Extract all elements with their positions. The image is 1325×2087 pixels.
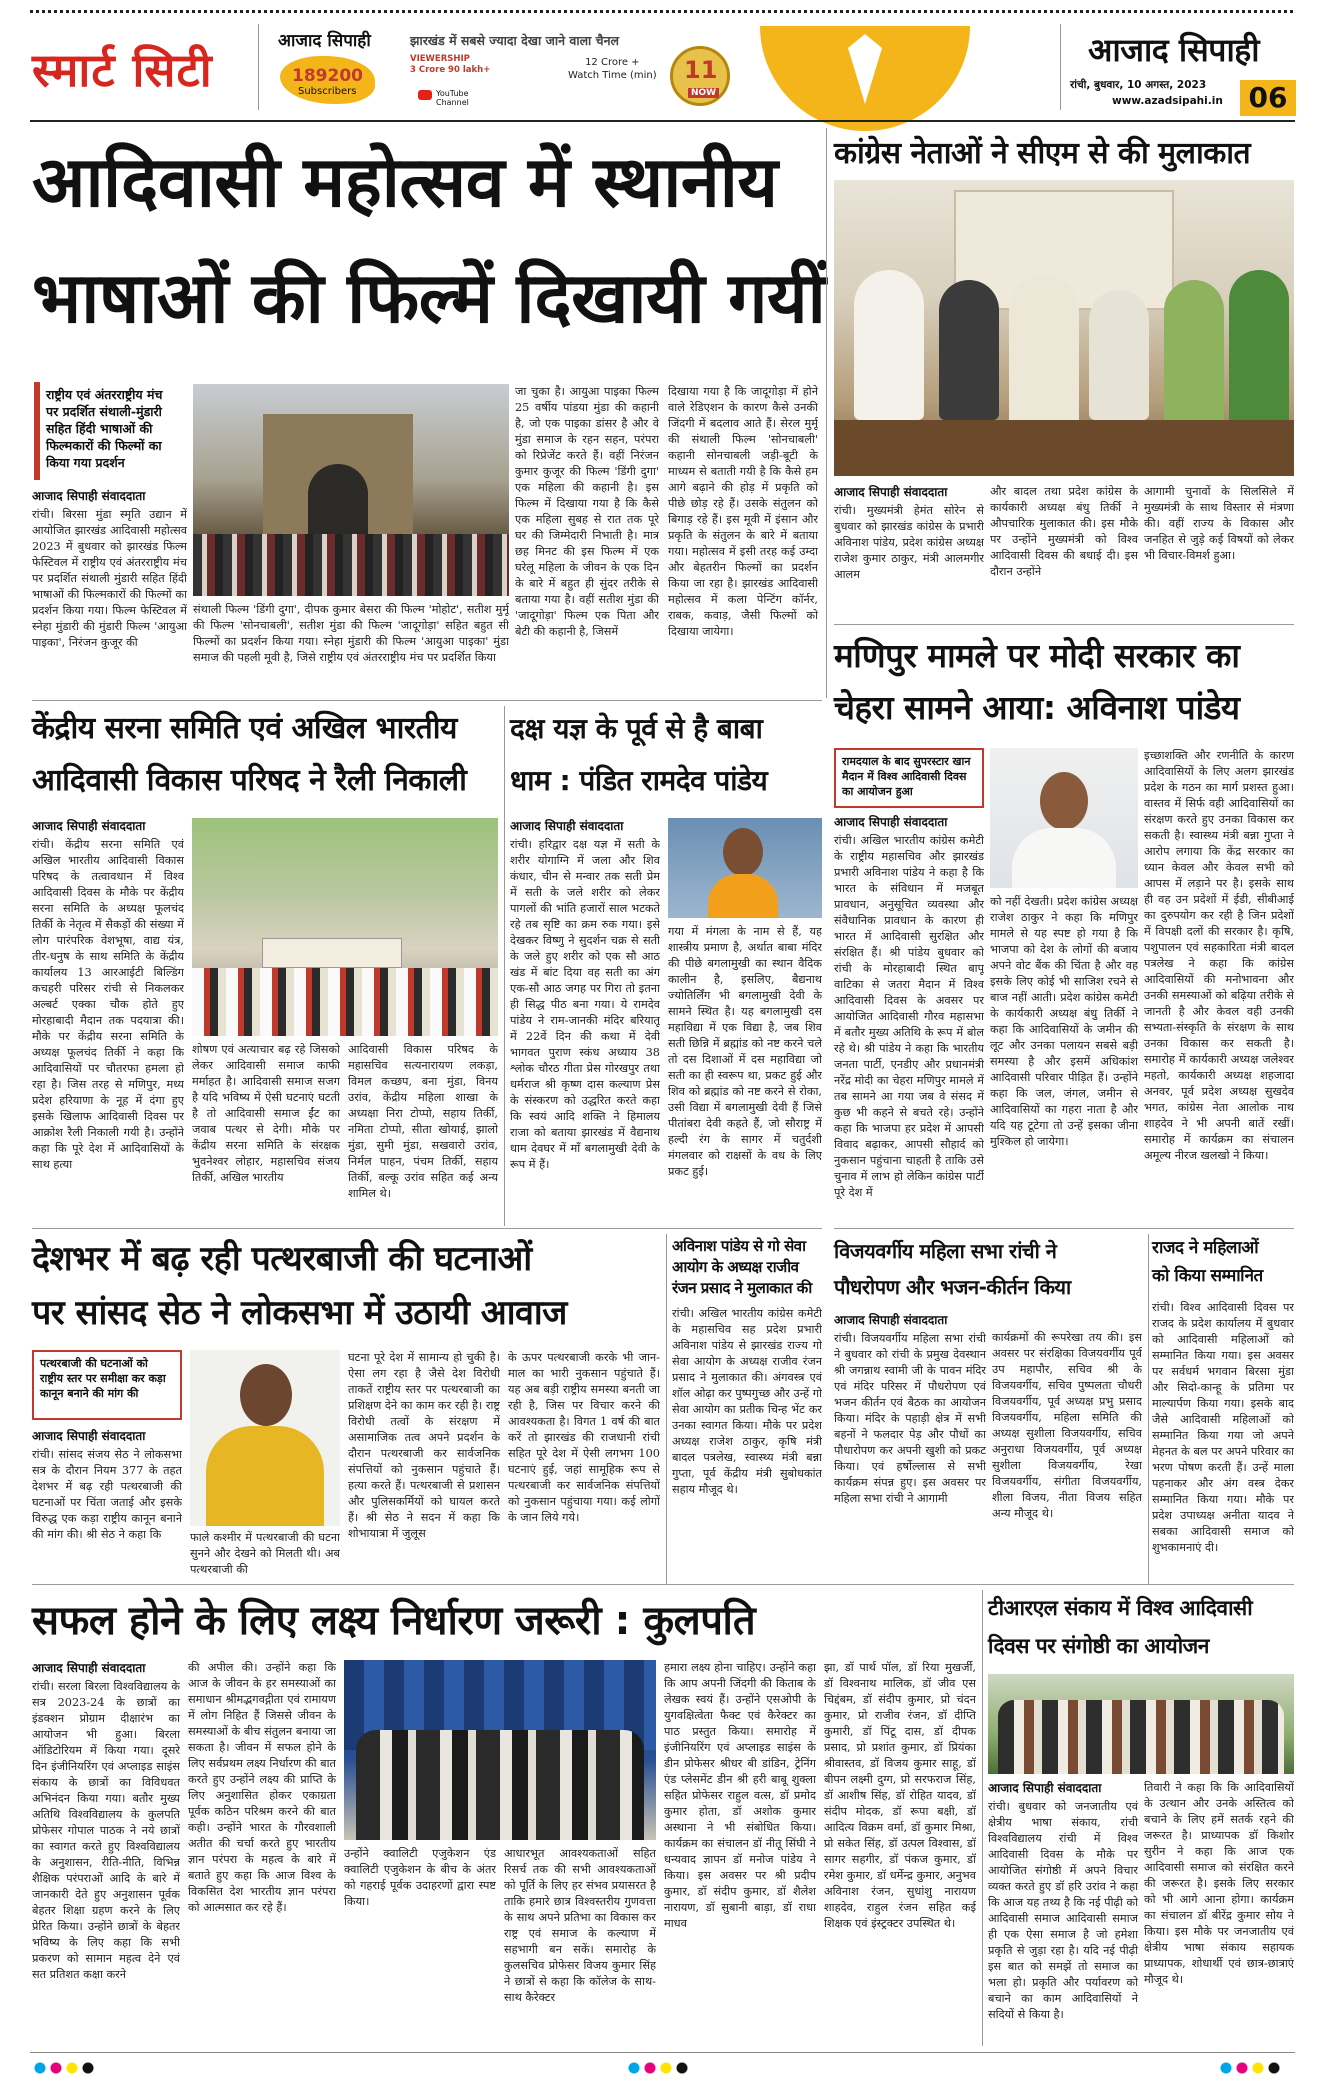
story5-col2: गया में मंगला के नाम से हैं, यह शास्त्रीय प्रमाण है, अर्थात बाबा मंदिर की पीछे बगलामुखी का स्थान वैदिक कालीन है, इसलिए, बैद्यनाथ ज्योतिर्लिंग भी बगलामुखी देवी के सामने स्थित है। यह बगलामुखी दस महाविद्या में एक विद्या है, जब शिव सती छिन्नि में ब्रह्मांड को नष्ट करने चले तो दस दिशाओं में दस महाविद्या जो सती का ही स्वरूप था, प्रकट हुई और शिव को ब्रह्मांड को नष्ट करने से रोका, उसी विद्या में बगलामुखी देवी हैं जिसे पीतांबरा देवी कहते हैं, जो सौराष्ट्र में हल्दी रंग के सागर में चतुर्दशी मंगलवार को राक्षसों के वध के लिए प्रकट हुई। (668, 925, 822, 1178)
portrait-body (206, 1426, 324, 1526)
story3-byline: आजाद सिपाही संवाददाता (834, 815, 948, 829)
portrait-body (1012, 828, 1116, 888)
story11-col2: तिवारी ने कहा कि कि आदिवासियों के उत्थान और उनके अस्तित्व को बचाने के लिए हमें सतर्क रहने की जरूरत है। प्राध्यापक डॉ किशोर सुरीन ने कहा कि आज एक आदिवासी समाज को संरक्षित करने की जरूरत है। इसके लिए सरकार को भी आगे आना होगा। कार्यक्रम का संचालन डॉ बीरेंद्र कुमार सोय ने किया। इस मौके पर जनजातीय एवं क्षेत्रीय भाषा संकाय सहायक प्राध्यापक, शोधार्थी एवं छात्र-छात्राएं मौजूद थे। (1144, 1781, 1294, 1986)
story2-col2: और बादल तथा प्रदेश कांग्रेस के कार्यकारी अध्यक्ष बंधु तिर्की ने औपचारिक मुलाकात की। इस मौके पर उन्होंने मुख्यमंत्री को विश्व आदिवासी दिवस की बधाई दी। इस दौरान उन्होंने (990, 485, 1138, 578)
story3-blurb: रामदयाल के बाद सुपरस्टार खान मैदान में विश्व आदिवासी दिवस का आयोजन हुआ (834, 748, 984, 808)
story10-col3: आधारभूत आवश्यकताओं सहित रिसर्च तक की सभी आवश्यकताओं को पूर्ति के लिए हर संभव प्रयासरत है ताकि हमारे छात्र विश्वस्तरीय गुणवत्ता के साथ अपने प्रतिभा का विकास कर राष्ट्र एवं समाज के कल्याण में सहभागी बन सकें। समारोह के कुलसचिव प्रोफेसर विजय कुमार सिंह ने छात्रों से कहा कि कॉलेज के साथ-साथ कैरेक्टर (504, 1847, 656, 2004)
portrait-head (723, 828, 763, 876)
story1-photo-caption: संथाली फिल्म 'डिंगी दुगा', दीपक कुमार बेसरा की फिल्म 'मोहोट', सतीश मुर्मू की फिल्म 'सोनचाबली', सतीश मुंडा की फिल्म 'जादूगोड़ा' सहित बहुत सी फिल्मों का प्रदर्शन किया गया। स्नेहा मुंडारी की फिल्म 'आयुआ पाइका' मुंडा समाज की पहली मूवी है, जिसे राष्ट्रीय एवं अंतरराष्ट्रीय मंच पर प्रदर्शित किया (193, 603, 509, 664)
ad-subscribers: 189200 (292, 66, 363, 86)
story1-col1 (32, 488, 187, 688)
masthead-rule (30, 120, 1295, 122)
crowd (193, 534, 509, 596)
story8-col1 (834, 1312, 986, 1576)
column-divider (504, 706, 505, 1226)
story9-headline-line1: राजद ने महिलाओं (1152, 1238, 1259, 1258)
story2-col1-text: रांची। मुख्यमंत्री हेमंत सोरेन से बुधवार को झारखंड कांग्रेस के प्रभारी अविनाश पांडेय, प्रदेश कांग्रेस अध्यक्ष राजेश कुमार ठाकुर, मंत्री आलमगीर आलम (834, 504, 984, 581)
portrait-head (240, 1364, 292, 1426)
ad-brand: आजाद सिपाही (278, 31, 371, 51)
story6-col1 (32, 1428, 182, 1576)
website[interactable]: www.azadsipahi.in (1112, 95, 1223, 107)
story6-col2: घटना पूरे देश में सामान्य हो चुकी है। ऐसा लग रहा है जैसे देश विरोधी ताकतें राष्ट्रीय स्तर पर पत्थरबाजी का प्रशिक्षण देने का काम कर रही है। राष्ट्र विरोधी तत्वों के संरक्षण में असामाजिक तत्व अपने प्रदर्शन के दौरान पत्थरबाजी कर सार्वजनिक संपत्तियों को नुकसान पहुंचाते हैं। हत्या करते हैं। पत्थरबाजी से प्रशासन और पुलिसकर्मियों को घायल करते हैं। श्री सेठ ने सदन में कहा कि शोभायात्रा में जुलूस (348, 1351, 500, 1540)
story3-photo-portrait (990, 748, 1138, 888)
story6-headline-line2: पर सांसद सेठ ने लोकसभा में उठायी आवाज (32, 1293, 567, 1333)
story1-col1-text: रांची। बिरसा मुंडा स्मृति उद्यान में आयोजित झारखंड आदिवासी महोत्सव 2023 में बुधवार को झारखंड फिल्म फेस्टिवल में राष्ट्रीय एवं अंतरराष्ट्रीय मंच पर प्रदर्शित संथाली मुंडारी सहित हिंदी भाषाओं की फिल्मकारों की फिल्मों का प्रदर्शन किया गया। फिल्म फेस्टिवल में स्नेहा मुंडारी की मुंडारी फिल्म 'आयुआ पाइका', निरंजन कुजूर की (32, 508, 187, 649)
story4-photo-rally (192, 818, 498, 1036)
story2-byline: आजाद सिपाही संवाददाता (834, 485, 948, 499)
story6-col1-text: रांची। सांसद संजय सेठ ने लोकसभा सत्र के दौरान नियम 377 के तहत देशभर में बढ़ रही पत्थरबाजी की घटनाओं पर चिंता जताई और इसके विरुद्ध एक कड़ा राष्ट्रीय कानून बनाने की मांग की। श्री सेठ ने कहा कि (32, 1448, 182, 1541)
story3-col1 (834, 814, 984, 1248)
story4-headline-line2: आदिवासी विकास परिषद ने रैली निकाली (32, 763, 467, 798)
story5-byline: आजाद सिपाही संवाददाता (510, 819, 624, 833)
section-rule (32, 700, 822, 701)
anniversary-number: 11 (684, 56, 718, 84)
story1-headline-line2: भाषाओं की फिल्में दिखायी गयीं (32, 257, 826, 339)
crowd (192, 968, 498, 1036)
story4-byline: आजाद सिपाही संवाददाता (32, 819, 146, 833)
section-rule (834, 1228, 1294, 1229)
story10-headline: सफल होने के लिए लक्ष्य निर्धारण जरूरी : कुलपति (32, 1598, 756, 1644)
story2-headline: कांग्रेस नेताओं ने सीएम से की मुलाकात (834, 136, 1251, 171)
section-rule (32, 1584, 1294, 1585)
page-number: 06 (1240, 80, 1296, 116)
story10-col1-text: रांची। सरला बिरला विश्वविद्यालय के सत्र 2023-24 के छात्रों का इंडक्शन प्रोग्राम दीक्षारंभ का आयोजन भी हुआ। बिरला ऑडिटोरियम में किया गया। दूसरे दिन इंजीनियरिंग एवं अप्लाइड साइंस संकाय के छात्रों का विविधवत अभिनंदन किया गया। बतौर मुख्य अतिथि विश्वविद्यालय के कुलपति प्रोफेसर गोपाल पाठक ने नये छात्रों का स्वागत करते हुए विश्वविद्यालय के अनुशासन, रीति-नीति, विभिन्न शैक्षिक परंपराओं आदि के बारे में जानकारी देते हुए अनुशासन पूर्वक बेहतर शिक्षा ग्रहण करने के लिए प्रेरित किया। उन्होंने छात्रों के बेहतर भविष्य के लिए कहा कि सभी प्रकरण को सामान महत्व देने एवं सत प्रतिशत कक्षा करने (32, 1680, 180, 1981)
story8-headline-line2: पौधरोपण और भजन-कीर्तन किया (834, 1275, 1071, 1299)
story10-col4: हमारा लक्ष्य होना चाहिए। उन्होंने कहा कि आप अपनी जिंदगी की किताब के लेखक स्वयं हैं। उन्होंने एसओपी के युगवक्षित्वेता फैक्ट एवं कैरेक्टर का पाठ प्रस्तुत किया। समारोह में इंजीनियरिंग एवं अप्लाइड साइंस के डीन प्रोफेसर श्रीधर बी डांडिन, ट्रेनिंग एंड प्लेसमेंट डीन श्री हरी बाबू शुक्ला सहित प्रोफेसर राहुल वत्स, डॉ प्रमोद कुमार होता, डॉ अशोक कुमार अस्थाना ने भी संबोधित किया। कार्यक्रम का संचालन डॉ नीतू सिंघी ने धन्यवाद ज्ञापन डॉ मनोज पांडेय ने किया। इस अवसर पर श्री प्रदीप कुमार, डॉ संदीप कुमार, डॉ शैलेश नारायण, डॉ सुबानी बाड़ा, डॉ राधा माधव (664, 1661, 816, 1930)
masthead (0, 0, 1325, 118)
top-color-strip (30, 10, 1295, 13)
story6-headline-line1: देशभर में बढ़ रही पत्थरबाजी की घटनाओं (32, 1239, 532, 1279)
section-rule (834, 624, 1294, 625)
story1-col4: दिखाया गया है कि जादूगोड़ा में होने वाले रेडिएशन के कारण कैसे उनकी जिंदगी में बदलाव आते हैं। सेरल मुर्मू की संथाली फिल्म 'सोनचाबली' कहानी सोनचाबली जड़ी-बूटी के माध्यम से बताती गयी है कि कैसे हम आगे बढ़ाने की होड़ में प्रकृति को पीछे छोड़ रहे हैं। उसके संतुलन को बिगाड़ रहे हैं। इस मूवी में इंसान और प्रकृति के संतुलन के बारे में बताया गया। महोत्सव में इसी तरह कई उम्दा और बेहतरीन फिल्मों का प्रदर्शन किया जा रहा है। झारखंड आदिवासी महोत्सव में कला पेन्टिंग कॉर्नर, राबक, कवाड़, जैसी फिल्मों को दिखाया जायेगा। (668, 385, 818, 638)
paper-name: आजाद सिपाही (1088, 31, 1260, 69)
column-divider (666, 1234, 667, 1584)
story3-col3: इच्छाशक्ति और रणनीति के कारण आदिवासियों के लिए अलग झारखंड प्रदेश के गठन का मार्ग प्रशस्त हुआ। वास्तव में सिर्फ वही आदिवासियों का संरक्षण करते हुए उनका विकास कर सकती है। स्वास्थ्य मंत्री बन्ना गुप्ता ने आरोप लगाया कि केंद्र सरकार का ध्यान केवल और केवल सभी को आपस में लड़ाने पर है। इसके साथ ही वह उन प्रदेशों में ईडी, सीबीआई का दुरुपयोग कर रही है जिन प्रदेशों में विपक्षी दलों की सरकार है। कृषि, पशुपालन एवं सहकारिता मंत्री बादल पत्रलेख ने कहा कि कांग्रेस आदिवासियों की मनोभावना और उनकी समस्याओं को बढ़िया तरीके से जानती है और केवल वही उनकी सभ्यता-संस्कृति के संरक्षण के साथ उनका विकास कर सकती है। समारोह में कार्यकारी अध्यक्ष जलेश्वर महतो, कार्यकारी अध्यक्ष शहजादा अनवर, पूर्व प्रदेश अध्यक्ष सुखदेव भगत, कांग्रेस नेता आलोक नाथ शाहदेव ने भी अपनी बातें रखीं। समारोह में कार्यक्रम का संचालन अमूल्य नीरज खलखो ने किया। (1144, 749, 1294, 1162)
story8-byline: आजाद सिपाही संवाददाता (834, 1313, 948, 1327)
divider (1060, 24, 1061, 110)
person (1009, 275, 1079, 425)
story3-col2: को नहीं देखती। प्रदेश कांग्रेस अध्यक्ष राजेश ठाकुर ने कहा कि मणिपुर मामले से यह स्पष्ट हो गया है कि भाजपा को देश के लोगों की बजाय अपने वोट बैंक की चिंता है और वह इसके लिए कोई भी साजिश रचने से बाज नहीं आती। प्रदेश कांग्रेस कमेटी के कार्यकारी अध्यक्ष बंधु तिर्की ने कहा कि आदिवासियों के जमीन की लूट और उनका पलायन सबसे बड़ी समस्या है और इसमें अधिकांश आदिवासी परिवार पीड़ित हैं। उन्होंने कहा कि जल, जंगल, जमीन से आदिवासियों का गहरा नाता है और यदि यह टूटेगा तो उन्हें इसका जीना मुश्किल हो जायेगा। (990, 895, 1138, 1148)
person (1229, 270, 1289, 430)
story11-col1 (988, 1780, 1138, 2044)
channel-ad-banner[interactable] (270, 26, 1040, 112)
ad-views: VIEWERSHIP 3 Crore 90 lakh+ (410, 54, 491, 75)
story1-headline-line1: आदिवासी महोत्सव में स्थानीय (32, 141, 778, 223)
dateline: रांची, बुधवार, 10 अगस्त, 2023 (1070, 79, 1207, 91)
portrait-head (1040, 772, 1088, 830)
story10-col2: की अपील की। उन्होंने कहा कि आज के जीवन के हर समस्याओं का समाधान श्रीमद्भगवद्गीता एवं रामायण में लोग निहित हैं जिससे जीवन के समस्याओं के बीच संतुलन बनाया जा सकता है। जीवन में सफल होने के लिए सर्वप्रथम लक्ष्य निर्धारण की बात करते हुए उन्होंने लक्ष्य की प्राप्ति के लिए अनुशासित होकर एकाग्रता पूर्वक कठिन परिश्रम करने की बात कही। उन्होंने भारत के गौरवशाली अतीत की चर्चा करते हुए भारतीय ज्ञान परंपरा के महत्व के बारे में बताते हुए कहा कि आज विश्व के विकसित देश भारतीय ज्ञान परंपरा को आत्मसात कर रहे हैं। (188, 1661, 336, 1914)
story1-photo-festival (193, 384, 509, 596)
person (854, 270, 924, 420)
table (834, 420, 1294, 476)
registration-marks-right (1220, 2062, 1290, 2074)
story6-byline: आजाद सिपाही संवाददाता (32, 1429, 146, 1443)
divider (258, 24, 259, 110)
story6-blurb: पत्थरबाजी की घटनाओं को राष्ट्रीय स्तर पर समीक्षा कर कड़ा कानून बनाने की मांग की (32, 1350, 182, 1420)
story5-col1 (510, 818, 660, 1218)
footer-rule (30, 2052, 1295, 2053)
story10-photo-caption: उन्होंने क्वालिटी एजुकेशन एंड क्वालिटी एजुकेशन के बीच के अंतर को गहराई पूर्वक उदाहरणों द्वारा स्पष्ट किया। (344, 1847, 496, 1908)
story9-headline-line2: को किया सम्मानित (1152, 1266, 1263, 1286)
story1-byline: आजाद सिपाही संवाददाता (32, 489, 146, 503)
story8-col2: कार्यक्रमों की रूपरेखा तय की। इस अवसर पर संरक्षिका विजयवर्गीय पूर्व उप महापौर, सचिव श्री के विजयवर्गीय, सचिव पुष्पलता चौधरी विजयवर्गीय, पूर्व अध्यक्ष प्रभु प्रसाद विजयवर्गीय, महिला समिति की अध्यक्ष सुशीला विजयवर्गीय, सचिव अनुराधा विजयवर्गीय, पूर्व अध्यक्ष सुशीला विजयवर्गीय, रेखा विजयवर्गीय, संगीता विजयवर्गीय, शीला विजय, नीता विजय सहित अन्य मौजूद थे। (992, 1331, 1142, 1520)
banner (262, 938, 402, 968)
story1-col3: जा चुका है। आयुआ पाइका फिल्म 25 वर्षीय पांडया मुंडा की कहानी है, जो एक पाइका डांसर है और वे मुंडा समाज के रहन सहन, परंपरा को रिप्रेजेंट करते हैं। वहीं निरंजन कुमार कुजूर की फिल्म 'डिंगी दुगा' एक महिला की कहानी है। इस फिल्म में दिखाया गया है कि कैसे एक महिला सुबह से रात तक पूरे घर की जिम्मेदारी निभाती है। मात्र छह मिनट की इस फिल्म में एक घरेलू महिला के जीवन के एक दिन के बारे में बहुत ही सुंदर तरीके से बताया गया है। वहीं सतीश मुंडा की 'जादूगोड़ा' फिल्म एक पिता और बेटी की कहानी है, जिसमें (515, 385, 659, 638)
story10-photo-ceremony (344, 1660, 656, 1840)
story4-col2: शोषण एवं अत्याचार बढ़ रहे जिसको लेकर आदिवासी समाज काफी मर्माहत है। आदिवासी समाज सजग है यदि भविष्य में ऐसी घटनाएं घटती है तो आदिवासी समाज ईंट का जवाब पत्थर से देगी। मौके पर केंद्रीय सरना समिति के संरक्षक भुवनेश्वर लोहार, महासचिव संजय तिर्की, अखिल भारतीय (192, 1043, 340, 1184)
people-row (356, 1730, 644, 1840)
story5-headline-line1: दक्ष यज्ञ के पूर्व से है बाबा (510, 712, 763, 745)
story5-photo-speaker (668, 818, 822, 918)
story11-col1-text: रांची। बुधवार को जनजातीय एवं क्षेत्रीय भाषा संकाय, रांची विश्वविद्यालय रांची में विश्व आदिवासी दिवस के मौके पर आयोजित संगोष्ठी में अपने विचार व्यक्त करते हुए डॉ हरि उरांव ने कहा कि आज यह तथ्य है कि नई पीढ़ी को आदिवासी समाज आदिवासी समाज ही एक ऐसा समाज है जो हमेशा प्रकृति से जुड़ा रहा है। यदि नई पीढ़ी इस बात को समझें तो समाज का भला हो। प्रकृति और पर्यावरण को बचाने का काम आदिवासियों ने सदियों से किया है। (988, 1800, 1138, 2021)
garland (708, 874, 778, 918)
story11-headline-line2: दिवस पर संगोष्ठी का आयोजन (988, 1634, 1209, 1658)
ad-watch: 12 Crore + Watch Time (min) (568, 57, 657, 81)
story11-photo-seminar (988, 1674, 1294, 1774)
person (1164, 280, 1224, 430)
story8-col1-text: रांची। विजयवर्गीय महिला सभा रांची ने बुधवार को रांची के प्रमुख देवस्थान श्री जगन्नाथ स्वामी जी के पावन मंदिर एवं मंदिर परिसर में पौधरोपण एवं भजन कीर्तन एवं बैठक का आयोजन किया। मंदिर के पहाड़ी क्षेत्र में सभी बहनों ने फलदार पेड़ और पौधों का पौधारोपण कर अपनी खुशी को प्रकट किया। एवं हर्षोल्लास से सभी कार्यक्रम संपन्न हुए। इस अवसर पर महिला सभा रांची ने आगामी (834, 1332, 986, 1505)
story5-col1-text: रांची। हरिद्वार दक्ष यज्ञ में सती के शरीर योगाग्नि में जला और शिव कंधार, चीन से मन्वार तक सती प्रेम में सती के जले शरीर को लेकर पागलों की भांति हजारों साल भटकते रहे तब सृष्टि का क्रम रुक गया। इसे देखकर विष्णु ने सुदर्शन चक्र से सती के जले हुए शरीर को एक सौ आठ खंड में बांट दिया वह सती का अंग एक-सौ आठ जगह पर गिरा तो इतना ही सिद्ध पीठ बना गया। ये रामदेव पांडेय ने राम-जानकी मंदिर बरियातू में 22वें दिन की कथा में देवी भागवत पुराण स्कंध अध्याय 38 श्लोक चौरठ गीता प्रेस गोरखपुर तथा धर्मराज श्री कृष्ण दास कल्याण प्रेस के संस्करण को उद्धरित करते कहा कि स्वयं आदि शक्ति ने हिमालय राजा को बताया झारखंड में वैद्यनाथ धाम देवघर में माँ बगलामुखी देवी के रूप में हैं। (510, 838, 660, 1171)
ad-youtube: YouTube Channel (436, 89, 469, 107)
ad-tagline: झारखंड में सबसे ज्यादा देखा जाने वाला चैनल (410, 33, 620, 48)
story2-photo-meeting (834, 180, 1294, 476)
story10-byline: आजाद सिपाही संवाददाता (32, 1661, 146, 1675)
story7-headline: अविनाश पांडेय से गो सेवा आयोग के अध्यक्ष राजीव रंजन प्रसाद ने मुलाकात की (672, 1237, 812, 1297)
story10-col1 (32, 1660, 180, 2044)
story3-col1-text: रांची। अखिल भारतीय कांग्रेस कमेटी के राष्ट्रीय महासचिव और झारखंड प्रभारी अविनाश पांडेय ने कहा है कि भारत के संविधान में मजबूत प्रावधान, अनुसूचित व्यवस्था और संवैधानिक प्रावधान के कारण ही भारत में आदिवासी सुरक्षित और संरक्षित हैं। श्री पांडेय बुधवार को रांची के मोरहाबादी स्थित बापू वाटिका से जतरा मैदान में विश्व आदिवासी दिवस के अवसर पर आयोजित आदिवासी गौरव महासभा में बतौर मुख्य अतिथि के रूप में बोल रहे थे। श्री पांडेय ने कहा कि भारतीय जनता पार्टी, एनडीए और प्रधानमंत्री नरेंद्र मोदी का चेहरा मणिपुर मामले में तब सामने आ गया जब वे संसद में कुछ भी कहने से बचते रहे। उन्होंने कहा कि भाजपा हर प्रदेश में आपसी विवाद बढ़ाकर, आपसी सौहार्द को नुकसान पहुंचाना चाहती है ताकि उसे चुनाव में लाभ हो लेकिन कांग्रेस पार्टी पूरे देश में (834, 834, 984, 1199)
story4-col1 (32, 818, 184, 1218)
story4-col1-text: रांची। केंद्रीय सरना समिति एवं अखिल भारतीय आदिवासी विकास परिषद के तत्वावधान में विश्व आदिवासी दिवस के मौके पर केंद्रीय सरना समिति के अध्यक्ष फूलचंद तिर्की के नेतृत्व में सैकड़ों की संख्या में लोग पारंपरिक वेशभूषा, वाद्य यंत्र, तीर-धनुष के साथ समिति के केंद्रीय कार्यालय 13 आरआईटी बिल्डिंग कचहरी परिसर रांची से निकलकर अल्बर्ट एक्का चौक होते हुए मोरहाबादी मैदान तक पदयात्रा की। मौके पर केंद्रीय सरना समिति के अध्यक्ष फूलचंद तिर्की ने कहा कि आदिवासियों पर चौतरफा हमला हो रहा है। जिस तरह से मणिपुर, मध्य प्रदेश हरियाणा के नूह में दंगा हुए इसके खिलाफ आदिवासी दिवस पर आक्रोश रैली निकाली गयी है। उन्होंने कहा कि पूरे देश में आदिवासियों के साथ हत्या (32, 838, 184, 1171)
story6-col3: के ऊपर पत्थरबाजी करके भी जान-माल का भारी नुकसान पहुंचाते हैं। यह अब बड़ी राष्ट्रीय समस्या बनती जा रही है, जिस पर विचार करने की आवश्यकता है। विगत 1 वर्ष की बात करें तो झारखंड की राजधानी रांची सहित पूरे देश में ऐसी लगभग 100 घटनाएं हुई, जहां सामूहिक रूप से पत्थरबाजी कर सार्वजनिक संपत्तियों को नुकसान पहुंचाया गया। कई लोगों के जान लिये गये। (508, 1351, 660, 1524)
people-row (998, 1700, 1284, 1774)
registration-marks-center (628, 2062, 698, 2074)
youtube-icon (418, 90, 432, 100)
story8-headline-line1: विजयवर्गीय महिला सभा रांची ने (834, 1239, 1057, 1263)
story6-photo-mp-portrait (190, 1350, 340, 1526)
story11-headline-line1: टीआरएल संकाय में विश्व आदिवासी (988, 1596, 1253, 1620)
person (939, 280, 999, 420)
story6-photo-caption: फाले कश्मीर में पत्थरबाजी की घटना सुनने और देखने को मिलती थी। अब पत्थरबाजी की (190, 1531, 340, 1576)
registration-marks-left (34, 2062, 104, 2074)
column-divider (982, 1590, 983, 2046)
section-title: स्मार्ट सिटी (32, 43, 213, 97)
story4-headline-line1: केंद्रीय सरना समिति एवं अखिल भारतीय (32, 711, 457, 746)
section-rule (32, 1228, 822, 1229)
story4-col3: आदिवासी विकास परिषद के महासचिव सत्यनारायण लकड़ा, विमल कच्छप, बना मुंडा, विनय उरांव, केंद्रीय महिला शाखा के अध्यक्षा निरा टोप्पो, सहाय तिर्की, नमिता टोप्पो, सीता खोयाई, झालो मुंडा, सुमी मुंडा, सखवारो उरांव, निर्मल पाहन, पंचम तिर्की, सहाय तिर्की, बल्कू उरांव सहित कई अन्य शामिल थे। (348, 1043, 498, 1200)
story10-col5: झा, डॉ पार्थ पॉल, डॉ रिया मुखर्जी, डॉ विश्वनाथ मालिक, डॉ जीव एस चिद्दंबम, डॉ संदीप कुमार, प्रो चंदन कुमार, प्रो राजीव रंजन, डॉ दीप्ति कुमारी, डॉ पिंटू दास, डॉ दीपक प्रसाद, प्रो प्रशांत कुमार, डॉ प्रियंका श्रीवास्तव, डॉ विजय कुमार साहू, डॉ बीपन लक्ष्मी दुग्ग, प्रो सरफराज सिंह, डॉ आशीष सिंह, डॉ रोहित यादव, डॉ संदीप मोदक, डॉ रूपा बक्षी, डॉ आदित्य विक्रम वर्मा, डॉ कुमार मिश्रा, प्रो सकेत सिंह, डॉ उत्पल विश्वास, डॉ सागर सहगीर, डॉ पंकज कुमार, डॉ रमेश कुमार, डॉ धर्मेन्द्र कुमार, अनुभव अविनाश रंजन, सुधांशु नारायण शाहदेव, राहुल रंजन सहित कई शिक्षक एवं इंस्ट्रक्टर उपस्थित थे। (824, 1661, 976, 1930)
ad-subscribers-label: Subscribers (298, 86, 357, 97)
story3-headline-line2: चेहरा सामने आया: अविनाश पांडेय (834, 688, 1240, 727)
story5-headline-line2: धाम : पंडित रामदेव पांडेय (510, 764, 768, 797)
story9-body: रांची। विश्व आदिवासी दिवस पर राजद के प्रदेश कार्यालय में बुधवार को आदिवासी महिलाओं को सम्मानित किया गया। इस अवसर पर सर्वधर्म भगवान बिरसा मुंडा और सिदो-कान्हू के प्रतिमा पर माल्यार्पण किया गया। इसके बाद जैसे आदिवासी महिलाओं को सम्मानित किया गया जो अपने मेहनत के बल पर अपने परिवार का भरण पोषण करती हैं। उन्हें माला पहनाकर और अंग वस्त्र देकर सम्मानित किया गया। मौके पर प्रदेश उपाध्यक्ष अनीता यादव ने सबका आदिवासी समाज को शुभकामनाएं दी। (1152, 1301, 1294, 1554)
column-divider (826, 128, 827, 698)
story11-byline: आजाद सिपाही संवाददाता (988, 1781, 1102, 1795)
story3-headline-line1: मणिपुर मामले पर मोदी सरकार का (834, 636, 1240, 675)
anniversary-label: NOW (688, 88, 719, 98)
column-divider (1148, 1234, 1149, 1584)
story7-body: रांची। अखिल भारतीय कांग्रेस कमेटी के महासचिव सह प्रदेश प्रभारी अविनाश पांडेय से झारखंड राज्य गो सेवा आयोग के अध्यक्ष राजीव रंजन प्रसाद ने मुलाकात की। अंगवस्त्र एवं शॉल ओढ़ा कर पुष्पगुच्छ और उन्हें गो सेवा आयोग का प्रतीक चिन्ह भेंट कर उनका स्वागत किया। मौके पर प्रदेश अध्यक्ष राजेश ठाकुर, कृषि मंत्री बादल पत्रलेख, स्वास्थ्य मंत्री बन्ना गुप्ता, पूर्व केंद्रीय मंत्री सुबोधकांत सहाय मौजूद थे। (672, 1307, 822, 1496)
story1-blurb: राष्ट्रीय एवं अंतरराष्ट्रीय मंच पर प्रदर्शित संथाली-मुंडारी सहित हिंदी भाषाओं की फिल्मकारों की फिल्मों का किया गया प्रदर्शन (34, 382, 184, 480)
person (1089, 290, 1149, 420)
story2-col3: आगामी चुनावों के सिलसिले में मुख्यमंत्री के साथ विस्तार से मंत्रणा की। वहीं राज्य के विकास और जनहित से जुड़े कई विषयों को लेकर भी विचार-विमर्श हुआ। (1144, 485, 1294, 562)
